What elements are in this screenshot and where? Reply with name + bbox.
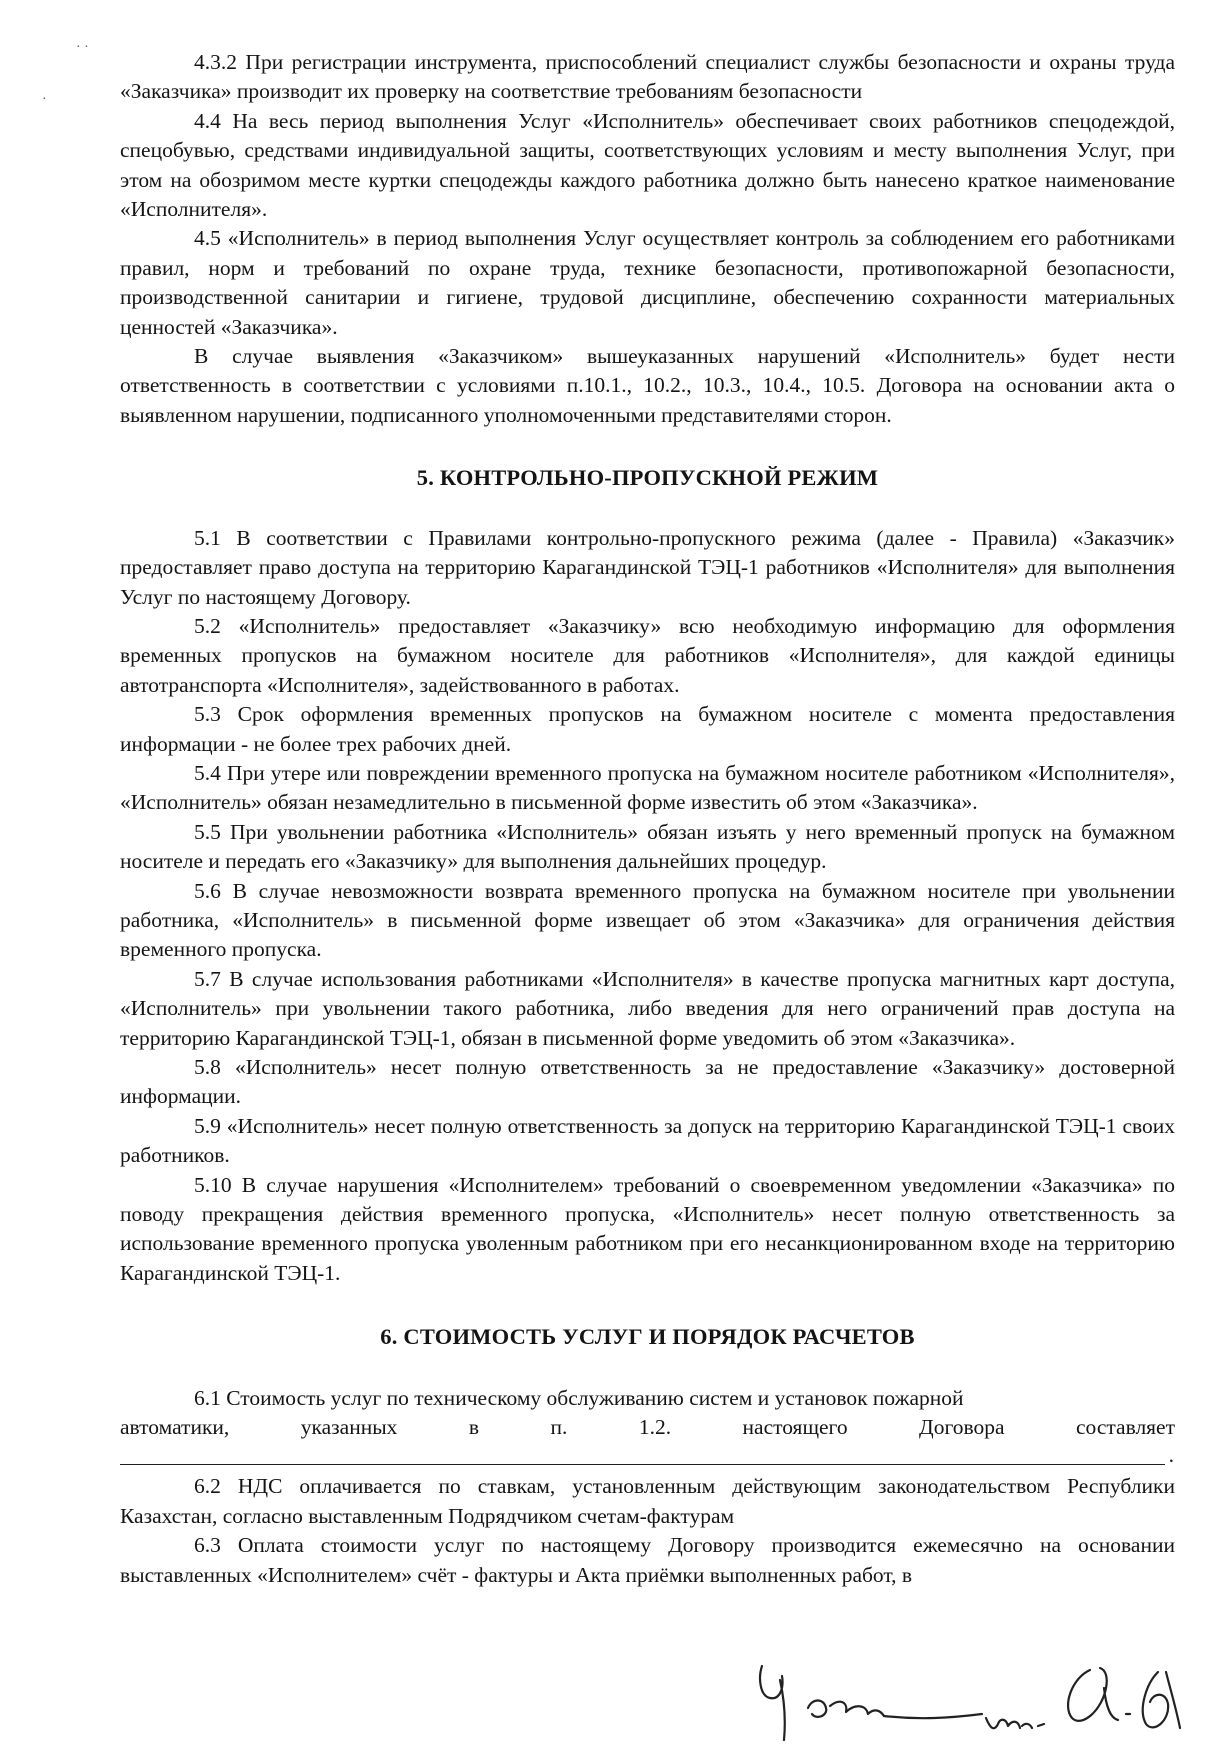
p61-word: указанных [300, 1415, 398, 1440]
paragraph-5-3: 5.3 Срок оформления временных пропусков на бумажном носителе с момента предоставления информации - не более трех рабочих дней. [120, 702, 1175, 756]
paragraph-6-1-line2 [120, 1413, 1175, 1442]
scan-mark: · [42, 92, 47, 107]
paragraph-4-5: 4.5 «Исполнитель» в период выполнения Услуг осуществляет контроль за соблюдением его работниками правил, норм и требований по охране труда, технике безопасности, противопожарной безопасности, производственной санитарии и гигиене, трудовой дисциплине, обеспечению сохранности материальных ценностей «Заказчика». [120, 226, 1175, 339]
signature-stroke [808, 1701, 884, 1717]
p61-word: 1.2. [638, 1415, 672, 1440]
paragraph-5-9: 5.9 «Исполнитель» несет полную ответственность за допуск на территорию Карагандинской ТЭЦ-1 своих работников. [120, 1113, 1175, 1168]
signature-stroke [986, 1718, 1044, 1728]
scan-mark: · · [76, 40, 89, 55]
paragraph-5-10: 5.10 В случае нарушения «Исполнителем» требований о своевременном уведомлении «Заказчика» по поводу прекращения действия временного пропуска, «Исполнитель» несет полную ответственность за использование временного пропуска уволенным работником при его несанкционированном входе на территорию Карагандинской ТЭЦ-1. [120, 1172, 1175, 1285]
paragraph-5-6: 5.6 В случае невозможности возврата временного пропуска на бумажном носителе при увольнении работника, «Исполнитель» в письменной форме извещает об этом «Заказчика» для ограничения действия временного пропуска. [120, 878, 1175, 962]
p61-word: настоящего [742, 1415, 848, 1440]
p61-word: составляет [1076, 1415, 1175, 1440]
section-5-title: 5. КОНТРОЛЬНО-ПРОПУСКНОЙ РЕЖИМ [416, 465, 879, 491]
p61-word: автоматики, [120, 1415, 230, 1440]
document-page [120, 48, 1175, 1590]
amount-blank-line [120, 1442, 1174, 1468]
paragraph-5-5: 5.5 При увольнении работника «Исполнитель» обязан изъять у него временный пропуск на бумажном носителе и передать его «Заказчику» для выполнения дальнейших процедур. [120, 819, 1175, 874]
paragraph-5-2: 5.2 «Исполнитель» предоставляет «Заказчику» всю необходимую информацию для оформления временных пропусков на бумажном носителе для работников «Исполнителя», для каждой единицы автотранспорта «Исполнителя», задействованного в работах. [120, 613, 1175, 697]
paragraph-4-4: 4.4 На весь период выполнения Услуг «Исполнитель» обеспечивает своих работников спецодеждой, спецобувью, средствами индивидуальной защиты, соответствующих условиям и месту выполнения Услуг, при этом на обозримом месте куртки спецодежды каждого работника должно быть нанесено краткое наименование «Исполнителя». [120, 108, 1175, 222]
paragraph-6-3: 6.3 Оплата стоимости услуг по настоящему Договору производится ежемесячно на основании выставленных «Исполнителем» счёт - фактуры и Акта приёмки выполненных работ, в [120, 1533, 1175, 1587]
signature-stroke [1143, 1672, 1180, 1728]
paragraph-5-4: 5.4 При утере или повреждении временного пропуска на бумажном носителе работником «Исполнителя», «Исполнитель» обязан незамедлительно в письменной форме известить об этом «Заказчика». [120, 760, 1175, 815]
signature-stroke [1068, 1668, 1118, 1721]
paragraph-5-8: 5.8 «Исполнитель» несет полную ответственность за не предоставление «Заказчику» достоверной информации. [120, 1055, 1175, 1109]
paragraph-5-7: 5.7 В случае использования работниками «Исполнителя» в качестве пропуска магнитных карт доступа, «Исполнитель» при увольнении такого работника, либо введения для него ограничений прав доступа на территорию Карагандинской ТЭЦ-1, обязан в письменной форме уведомить об этом «Заказчика». [120, 966, 1175, 1050]
section-6-title: 6. СТОИМОСТЬ УСЛУГ И ПОРЯДОК РАСЧЕТОВ [380, 1324, 915, 1350]
paragraph-5-1: 5.1 В соответствии с Правилами контрольно-пропускного режима (далее - Правила) «Заказчик» предоставляет право доступа на территорию Карагандинской ТЭЦ-1 работников «Исполнителя» для выполнения Услуг по настоящему Договору. [120, 525, 1175, 609]
blank-line-end: . [1168, 1443, 1174, 1468]
signature-stroke [760, 1666, 785, 1740]
handwritten-signatures [750, 1648, 1200, 1744]
signature-stroke [884, 1714, 982, 1718]
paragraph-4-5-violations: В случае выявления «Заказчиком» вышеуказанных нарушений «Исполнитель» будет нести ответственность в соответствии с условиями п.10.1., 10.2., 10.3., 10.4., 10.5. Договора на основании акта о выявленном нарушении, подписанного уполномоченными представителями сторон. [120, 344, 1175, 427]
p61-word: Договора [919, 1415, 1005, 1440]
p61-word: п. [550, 1415, 568, 1440]
paragraph-4-3-2: 4.3.2 При регистрации инструмента, приспособлений специалист службы безопасности и охраны труда «Заказчика» производит их проверку на соответствие требованиям безопасности [120, 50, 1175, 104]
paragraph-6-1-line1: 6.1 Стоимость услуг по техническому обслуживанию систем и установок пожарной [194, 1385, 964, 1410]
p61-word: в [468, 1415, 480, 1440]
paragraph-6-2: 6.2 НДС оплачивается по ставкам, установленным действующим законодательством Республики Казахстан, согласно выставленным Подрядчиком счетам-фактурам [120, 1474, 1175, 1528]
